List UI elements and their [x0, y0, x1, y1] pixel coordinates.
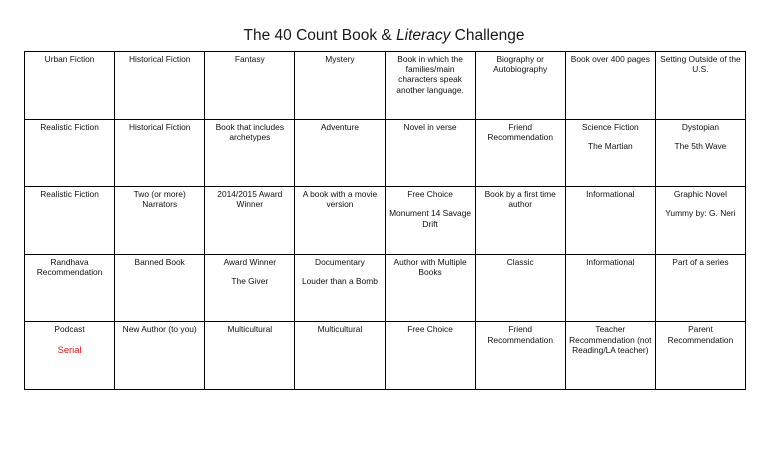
- cell-category-label: New Author (to you): [122, 324, 197, 335]
- challenge-cell: [115, 322, 205, 390]
- cell-category-label: Graphic Novel: [673, 189, 727, 200]
- challenge-cell: [205, 254, 295, 322]
- cell-category-label: Friend Recommendation: [487, 324, 553, 345]
- grid-row: [25, 119, 746, 187]
- challenge-cell: [25, 187, 115, 255]
- cell-category-label: Novel in verse: [403, 121, 457, 132]
- challenge-cell: [25, 119, 115, 187]
- cell-category-label: Realistic Fiction: [40, 189, 99, 200]
- cell-category-label: Author with Multiple Books: [393, 256, 467, 277]
- cell-category-label: Fantasy: [234, 54, 265, 64]
- cell-category-label: Book that includes archetypes: [215, 121, 285, 142]
- challenge-cell: [25, 52, 115, 120]
- cell-category-label: Science Fiction: [581, 121, 639, 132]
- challenge-cell: [475, 254, 565, 322]
- cell-category-label: Award Winner: [223, 256, 277, 267]
- challenge-cell: [475, 52, 565, 120]
- cell-category-label: Part of a series: [672, 256, 729, 267]
- grid-row: [25, 52, 746, 120]
- challenge-cell: [565, 254, 655, 322]
- cell-category-label: Adventure: [320, 121, 360, 132]
- title-italic: Literacy: [396, 27, 451, 44]
- cell-category-label: Dystopian: [681, 121, 720, 132]
- challenge-cell: [205, 187, 295, 255]
- cell-book-title: Monument 14 Savage Drift: [389, 208, 472, 229]
- cell-category-label: Classic: [506, 256, 534, 267]
- challenge-cell: [295, 119, 385, 187]
- challenge-cell: [655, 119, 745, 187]
- challenge-cell: [655, 322, 745, 390]
- cell-category-label: Documentary: [315, 256, 365, 267]
- cell-category-label: Multicultural: [227, 324, 273, 335]
- challenge-cell: [295, 187, 385, 255]
- cell-category-label: Setting Outside of the U.S.: [660, 54, 741, 75]
- challenge-cell: [385, 322, 475, 390]
- challenge-cell: [475, 119, 565, 187]
- cell-book-title: The 5th Wave: [674, 140, 727, 151]
- challenge-cell: [115, 119, 205, 187]
- challenge-cell: [115, 254, 205, 322]
- cell-category-label: Two (or more) Narrators: [133, 189, 186, 210]
- cell-category-label: Book over 400 pages: [570, 54, 650, 64]
- challenge-cell: [655, 254, 745, 322]
- cell-category-label: Biography or Autobiography: [493, 54, 548, 75]
- challenge-cell: [115, 187, 205, 255]
- challenge-cell: [475, 322, 565, 390]
- cell-book-title: The Martian: [587, 140, 633, 151]
- challenge-cell: [205, 322, 295, 390]
- challenge-cell: [655, 187, 745, 255]
- cell-category-label: Randhava Recommendation: [36, 256, 103, 277]
- challenge-cell: [295, 254, 385, 322]
- challenge-cell: [115, 52, 205, 120]
- title-prefix: The 40 Count Book &: [243, 27, 397, 44]
- challenge-cell: [295, 322, 385, 390]
- cell-category-label: Realistic Fiction: [40, 121, 99, 132]
- challenge-cell: [565, 119, 655, 187]
- cell-book-title: Yummy by: G. Neri: [665, 208, 736, 219]
- cell-category-label: Friend Recommendation: [487, 121, 553, 142]
- challenge-cell: [205, 52, 295, 120]
- cell-category-label: Free Choice: [407, 189, 453, 200]
- cell-category-label: Urban Fiction: [44, 54, 95, 64]
- challenge-cell: [385, 52, 475, 120]
- challenge-cell: [565, 52, 655, 120]
- grid-row: [25, 322, 746, 390]
- page-title: [0, 26, 768, 46]
- cell-book-title: Louder than a Bomb: [301, 275, 378, 286]
- challenge-cell: [565, 322, 655, 390]
- challenge-grid-body: [25, 52, 746, 390]
- challenge-grid: [24, 51, 746, 390]
- cell-category-label: Historical Fiction: [128, 54, 191, 64]
- cell-category-label: Mystery: [325, 54, 355, 64]
- challenge-cell: [25, 322, 115, 390]
- cell-book-title: The Giver: [231, 275, 269, 286]
- cell-book-title: Serial: [57, 343, 82, 355]
- challenge-cell: [385, 187, 475, 255]
- challenge-cell: [385, 119, 475, 187]
- cell-category-label: Historical Fiction: [128, 121, 191, 132]
- cell-category-label: Parent Recommendation: [667, 324, 734, 345]
- cell-category-label: Book by a first time author: [484, 189, 556, 210]
- cell-category-label: Free Choice: [407, 324, 453, 335]
- cell-category-label: Informational: [586, 256, 635, 267]
- grid-row: [25, 187, 746, 255]
- challenge-cell: [655, 52, 745, 120]
- challenge-cell: [25, 254, 115, 322]
- cell-category-label: Banned Book: [134, 256, 185, 267]
- title-suffix: Challenge: [450, 27, 525, 44]
- cell-category-label: 2014/2015 Award Winner: [217, 189, 283, 210]
- challenge-cell: [565, 187, 655, 255]
- cell-category-label: Podcast: [54, 324, 85, 335]
- challenge-cell: [295, 52, 385, 120]
- cell-category-label: A book with a movie version: [302, 189, 378, 210]
- grid-row: [25, 254, 746, 322]
- challenge-cell: [385, 254, 475, 322]
- cell-category-label: Teacher Recommendation (not Reading/LA teacher): [569, 324, 652, 355]
- cell-category-label: Informational: [586, 189, 635, 200]
- cell-category-label: Book in which the families/main characters speak another language.: [396, 54, 464, 95]
- cell-category-label: Multicultural: [317, 324, 363, 335]
- challenge-cell: [475, 187, 565, 255]
- challenge-cell: [205, 119, 295, 187]
